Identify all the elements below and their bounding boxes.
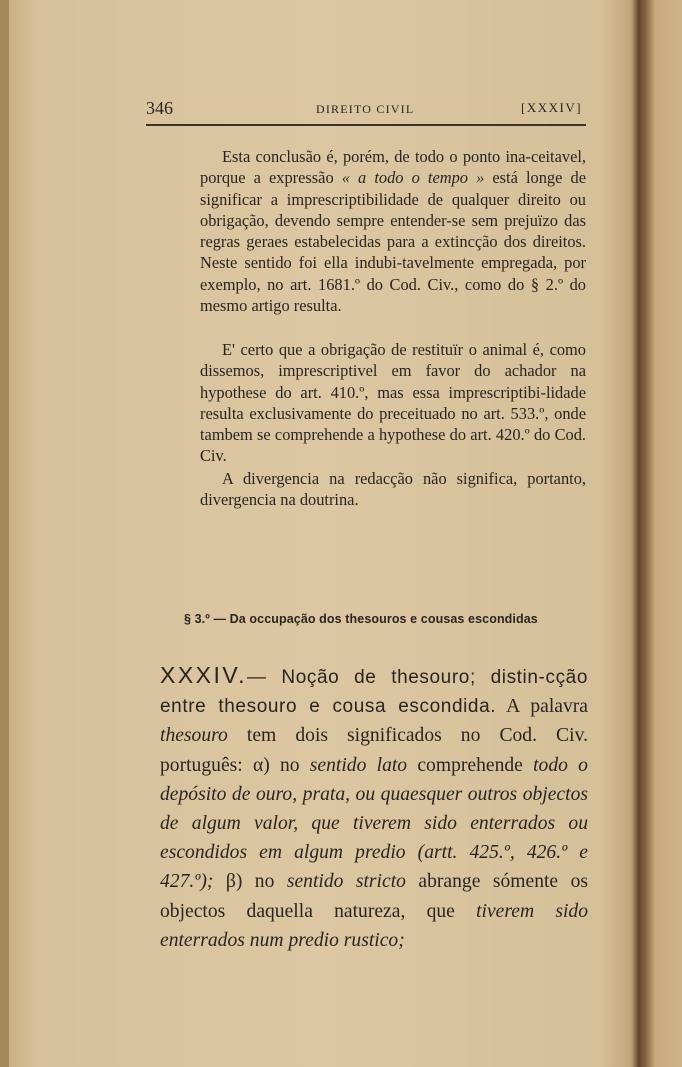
page-number: 346: [146, 98, 173, 118]
running-header: [146, 98, 586, 118]
p1-part-b: está longe de significar a imprescriptibilidade de qualquer direito ou obrigação, devendo sempre entender-se sem prejuïzo das regras geraes estabelecidas para a extincção dos direitos. Neste sentido foi ella indubi-tavelmente empregada, por exemplo, no art. 1681.º do Cod. Civ., como do § 2.º do mesmo artigo resulta.: [200, 168, 586, 316]
p1-part-a: Esta conclusão é, porém, de todo o ponto ina-ceitavel, porque a expressão: [200, 147, 586, 188]
paragraph-small-2: [200, 339, 586, 467]
italic-quote: todo o depósito de ouro, prata, ou quaesquer outros objectos de algum valor, que tiverem sido enterrados ou escondidos em algum predio (artt. 425.º, 426.º e 427.º);: [160, 754, 588, 893]
text-run: tem dois significados no Cod. Civ. português: α) no: [160, 725, 588, 776]
italic-quote: tiverem sido enterrados num predio rustico;: [160, 900, 589, 951]
header-rule: [146, 124, 586, 126]
italic-term: thesouro: [160, 725, 228, 747]
text-run: A palavra: [496, 696, 588, 718]
italic-term: sentido stricto: [286, 871, 406, 893]
text-run: abrange sómente os objectos daquella natureza, que: [160, 871, 588, 922]
p2-text: E' certo que a obrigação de restituïr o animal é, como dissemos, imprescriptivel em favor do achador na hypothese do art. 410.º, mas essa imprescriptibi-lidade resulta exclusivamente do preceituado no art. 533.º, onde tambem se comprehende a hypothese do art. 420.º do Cod. Civ.: [200, 340, 586, 466]
adjacent-page-edge: [644, 0, 682, 1067]
paragraph-large: [160, 661, 588, 955]
section-heading: § 3.º — Da occupação dos thesouros e cousas escondidas: [184, 612, 538, 626]
article-heading-text: — Noção de thesouro; distin-cção entre thesouro e cousa escondida.: [160, 667, 588, 718]
book-gutter: [632, 0, 644, 1067]
text-run: β) no: [213, 871, 287, 893]
p1-quote: « a todo o tempo »: [341, 168, 485, 188]
italic-term: sentido lato: [309, 754, 408, 776]
article-numeral: XXXIV.: [160, 662, 248, 688]
running-title: DIREITO CIVIL: [316, 102, 415, 116]
paragraph-small-1: [200, 146, 586, 316]
text-run: comprehende: [407, 754, 534, 776]
section-tag: [XXXIV]: [521, 100, 583, 115]
paragraph-small-3: [200, 468, 586, 511]
p3-text: A divergencia na redacção não significa, portanto, divergencia na doutrina.: [200, 469, 586, 510]
